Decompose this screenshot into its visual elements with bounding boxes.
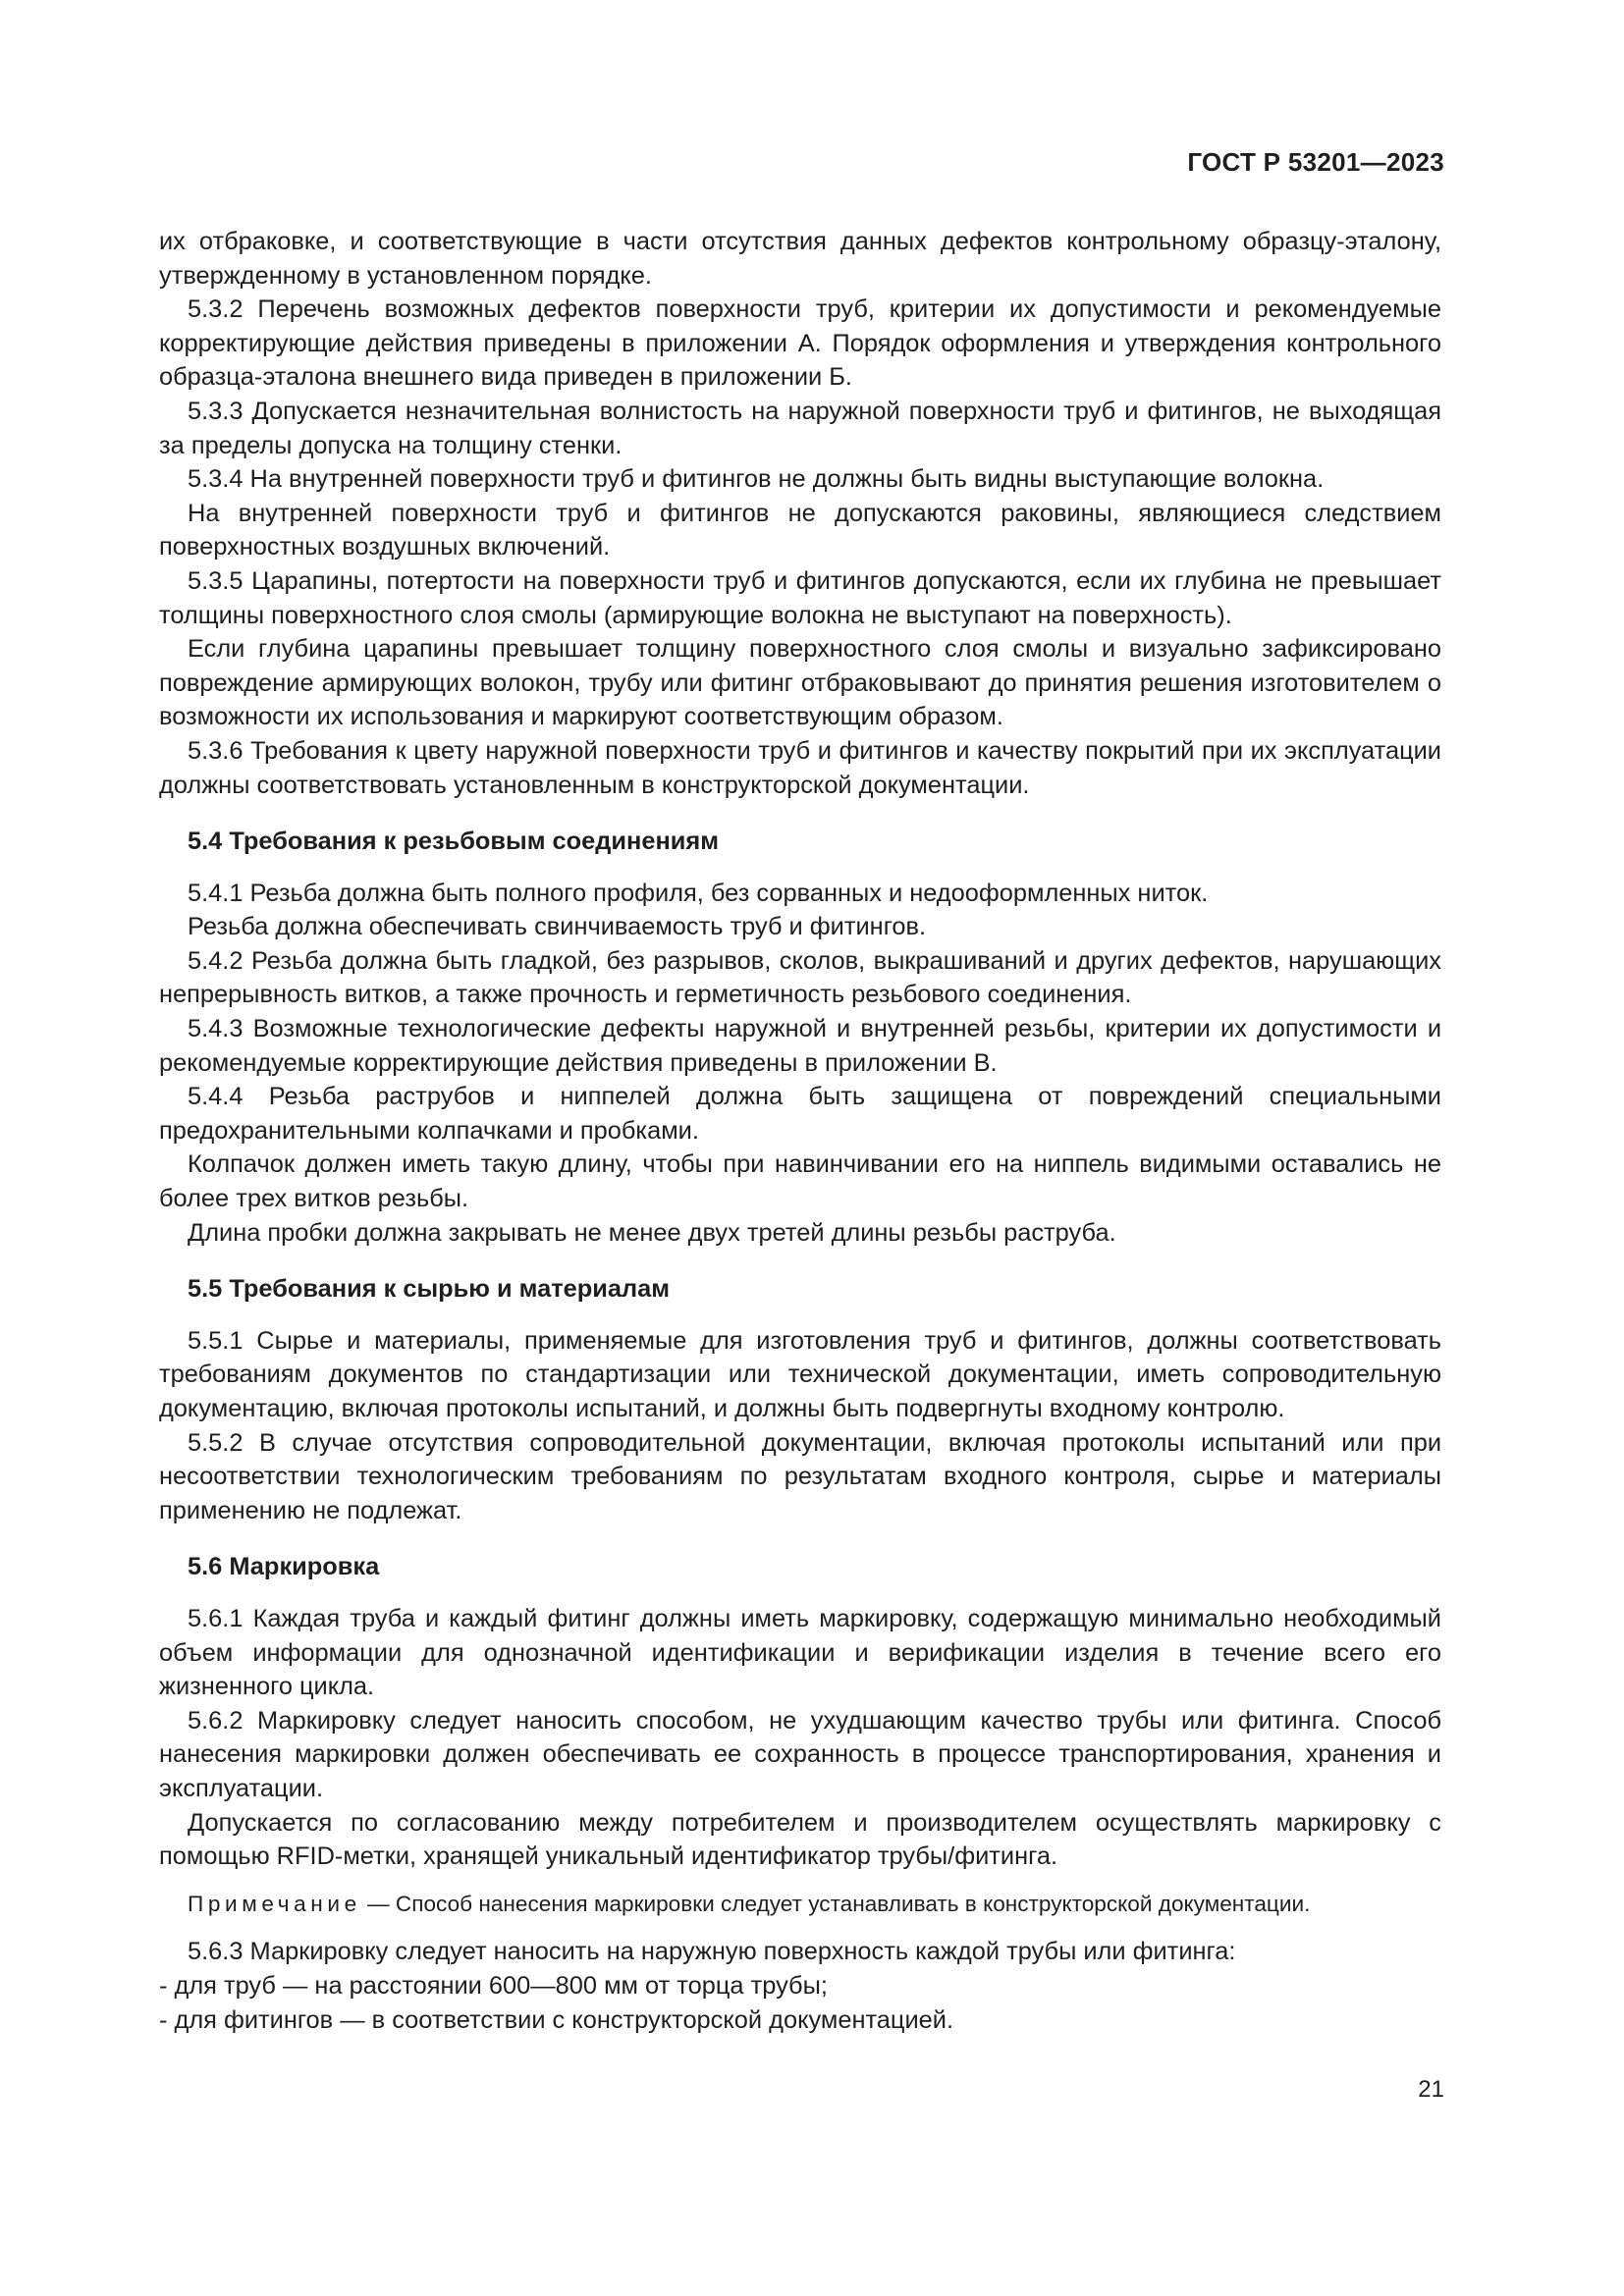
section-heading-5-5: 5.5 Требования к сырью и материалам [188, 1275, 671, 1304]
paragraph-5-4-3: 5.4.3 Возможные технологические дефекты наружной и внутренней резьбы, критерии их допустимости и рекомендуемые корректирующие действия приведены в приложении В. [159, 1015, 1441, 1077]
paragraph-5-5-1: 5.5.1 Сырье и материалы, применяемые для изготовления труб и фитингов, должны соответствовать требованиям документов по стандартизации или технической документации, иметь сопроводительную документацию, включая протоколы испытаний, и должны быть подвергнуты входному контролю. [159, 1326, 1441, 1422]
paragraph-5-6-3: 5.6.3 Маркировку следует наносить на наружную поверхность каждой трубы или фитинга: [188, 1938, 1236, 1966]
paragraph-5-4-4: 5.4.4 Резьба раструбов и ниппелей должна быть защищена от повреждений специальными предохранительными колпачками и пробками. [159, 1083, 1441, 1145]
paragraph-5-3-4: 5.3.4 На внутренней поверхности труб и фитингов не должны быть видны выступающие волокна. [188, 465, 1325, 494]
list-item: - для труб — на расстоянии 600—800 мм от торца трубы; [159, 1971, 828, 2000]
section-heading-5-4: 5.4 Требования к резьбовым соединениям [188, 828, 720, 856]
document-id-header: ГОСТ Р 53201—2023 [1187, 147, 1444, 177]
paragraph-5-4-4-b: Колпачок должен иметь такую длину, чтобы при навинчивании его на ниппель видимыми оставались не более трех витков резьбы. [159, 1150, 1441, 1213]
paragraph-5-3-4-b: На внутренней поверхности труб и фитингов не допускаются раковины, являющиеся следствием поверхностных воздушных включений. [159, 499, 1441, 561]
paragraph-5-4-1-b: Резьба должна обеспечивать свинчиваемость труб и фитингов. [188, 913, 927, 941]
note-label: Примечание [188, 1891, 361, 1916]
paragraph-5-5-2: 5.5.2 В случае отсутствия сопроводительной документации, включая протоколы испытаний или при несоответствии технологическим требованиям по результатам входного контроля, сырье и материалы применению не подлежат. [159, 1428, 1441, 1524]
paragraph-5-4-1: 5.4.1 Резьба должна быть полного профиля, без сорванных и недооформленных ниток. [188, 879, 1209, 907]
section-heading-5-6: 5.6 Маркировка [188, 1553, 380, 1581]
paragraph-5-4-2: 5.4.2 Резьба должна быть гладкой, без разрывов, сколов, выкрашиваний и других дефектов, нарушающих непрерывность витков, а также прочность и герметичность резьбового соединения. [159, 946, 1441, 1009]
paragraph-continuation: их отбраковке, и соответствующие в части отсутствия данных дефектов контрольному образцу-эталону, утвержденному в установленном порядке. [159, 228, 1441, 290]
paragraph-5-4-4-c: Длина пробки должна закрывать не менее двух третей длины резьбы раструба. [188, 1218, 1116, 1247]
page-number: 21 [1418, 2076, 1444, 2103]
paragraph-5-3-2: 5.3.2 Перечень возможных дефектов поверхности труб, критерии их допустимости и рекомендуемые корректирующие действия приведены в приложении А. Порядок оформления и утверждения контрольного образца-эталона внешнего вида приведен в приложении Б. [159, 295, 1441, 392]
note [159, 1888, 1441, 1922]
paragraph-5-3-5-b: Если глубина царапины превышает толщину поверхностного слоя смолы и визуально зафиксировано повреждение армирующих волокон, трубу или фитинг отбраковывают до принятия решения изготовителем о возможности их использования и маркируют соответствующим образом. [159, 635, 1441, 731]
paragraph-5-6-2-b: Допускается по согласованию между потребителем и производителем осуществлять маркировку с помощью RFID-метки, хранящей уникальный идентификатор трубы/фитинга. [159, 1808, 1441, 1871]
paragraph-5-3-3: 5.3.3 Допускается незначительная волнистость на наружной поверхности труб и фитингов, не выходящая за пределы допуска на толщину стенки. [159, 397, 1441, 459]
paragraph-5-6-1: 5.6.1 Каждая труба и каждый фитинг должны иметь маркировку, содержащую минимально необходимый объем информации для однозначной идентификации и верификации изделия в течение всего его жизненного цикла. [159, 1604, 1441, 1701]
paragraph-5-3-5: 5.3.5 Царапины, потертости на поверхности труб и фитингов допускаются, если их глубина не превышает толщины поверхностного слоя смолы (армирующие волокна не выступают на поверхность). [159, 566, 1441, 629]
document-body [159, 225, 1441, 2037]
paragraph-5-6-2: 5.6.2 Маркировку следует наносить способом, не ухудшающим качество трубы или фитинга. Способ нанесения маркировки должен обеспечивать ее сохранность в процессе транспортирования, хранения и эксплуатации. [159, 1706, 1441, 1802]
note-text: — Способ нанесения маркировки следует устанавливать в конструкторской документации. [360, 1891, 1311, 1916]
paragraph-5-3-6: 5.3.6 Требования к цвету наружной поверхности труб и фитингов и качеству покрытий при их эксплуатации должны соответствовать установленным в конструкторской документации. [159, 736, 1441, 799]
list-item: - для фитингов — в соответствии с конструкторской документацией. [159, 2005, 954, 2034]
